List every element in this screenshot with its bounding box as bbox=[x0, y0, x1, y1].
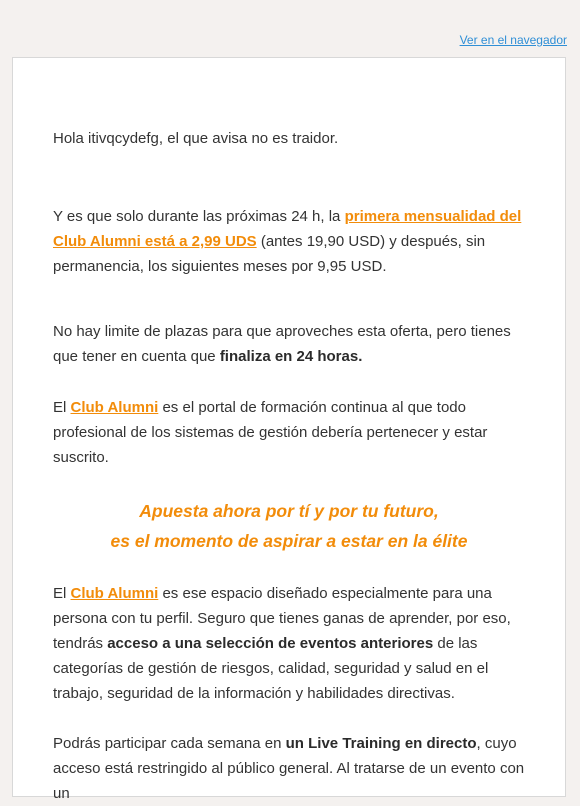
tagline-line-1: Apuesta ahora por tí y por tu futuro, bbox=[139, 501, 439, 521]
club-intro-paragraph bbox=[53, 395, 525, 470]
offer-link[interactable]: primera mensualidad del Club Alumni está a 2,99 UDS bbox=[53, 208, 522, 250]
club-intro-before: El bbox=[53, 399, 71, 416]
tagline-line-2: es el momento de aspirar a estar en la élite bbox=[110, 531, 468, 551]
live-after: , cuyo acceso está restringido al público general. Al tratarse de un evento con un bbox=[53, 735, 525, 802]
email-topbar bbox=[0, 0, 580, 57]
limit-text: No hay limite de plazas para que aproveches esta oferta, pero tienes que tener en cuenta que bbox=[53, 323, 511, 365]
greeting-text: Hola itivqcydefg, el que avisa no es traidor. bbox=[53, 130, 339, 147]
club-alumni-link[interactable]: Club Alumni bbox=[70, 399, 159, 416]
live-bold: un Live Training en directo bbox=[285, 735, 477, 752]
live-before: Podrás participar cada semana en bbox=[53, 735, 286, 752]
greeting-paragraph bbox=[53, 126, 525, 151]
email-body-card bbox=[12, 57, 566, 802]
offer-text-after: (antes 19,90 USD) y después, sin permanencia, los siguientes meses por 9,95 USD. bbox=[53, 233, 486, 275]
club-desc-after: de las categorías de gestión de riesgos, calidad, seguridad y salud en el trabajo, seguridad de la información y habilidades directivas. bbox=[53, 635, 489, 702]
offer-text-before: Y es que solo durante las próximas 24 h, la bbox=[53, 208, 345, 225]
club-desc-bold: acceso a una selección de eventos anteriores bbox=[107, 635, 434, 652]
club-desc-paragraph bbox=[53, 581, 525, 706]
offer-paragraph bbox=[53, 204, 525, 279]
club-desc-middle: es ese espacio diseñado especialmente para una persona con tu perfil. Seguro que tienes ganas de aprender, por eso, tendrás bbox=[53, 585, 511, 652]
limit-paragraph bbox=[53, 319, 525, 369]
club-desc-before: El bbox=[53, 585, 71, 602]
limit-deadline: finaliza en 24 horas. bbox=[219, 348, 363, 365]
tagline-block bbox=[53, 496, 525, 556]
club-alumni-link-2[interactable]: Club Alumni bbox=[70, 585, 159, 602]
club-intro-after: es el portal de formación continua al que todo profesional de los sistemas de gestión debería pertenecer y estar suscrito. bbox=[53, 399, 488, 466]
live-training-paragraph bbox=[53, 731, 525, 806]
view-in-browser-link[interactable]: Ver en el navegador bbox=[459, 33, 567, 47]
